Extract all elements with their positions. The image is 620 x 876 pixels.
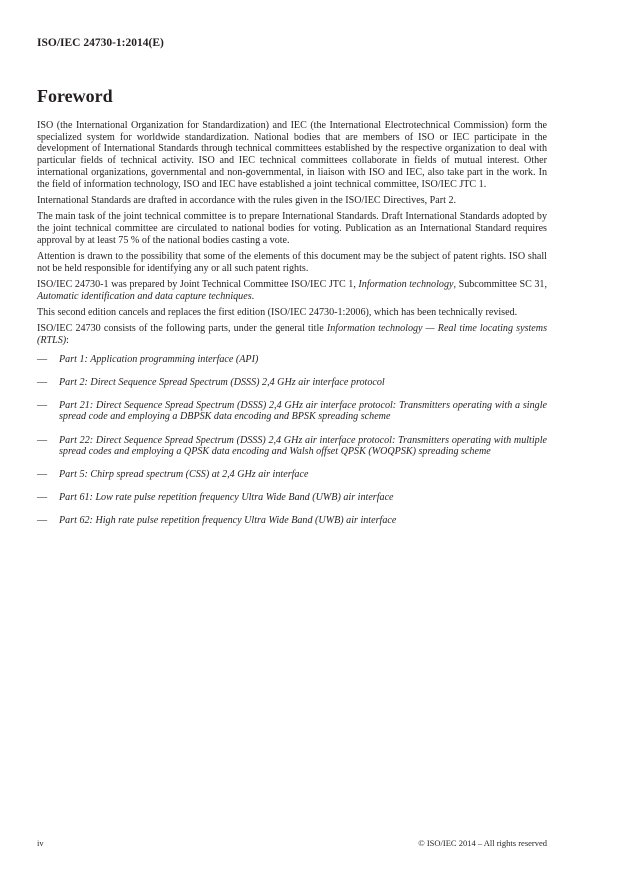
paragraph-main-task: The main task of the joint technical committee is to prepare International Standards. Draft International Standards adopted by the joint technical committee are circulated to national bodies for voting. Publication as an International Standard requires approval by at least 75 % of the national bodies casting a vote. — [37, 211, 547, 246]
text: . — [251, 290, 255, 302]
list-item — [37, 400, 547, 423]
part-title: Part 1: Application programming interface (API) — [59, 353, 259, 365]
list-item — [37, 492, 547, 504]
copyright: © ISO/IEC 2014 – All rights reserved — [418, 838, 547, 848]
paragraph-organizations: ISO (the International Organization for Standardization) and IEC (the International Electrotechnical Commission) form the specialized system for worldwide standardization. National bodies that are members of ISO or IEC participate in the development of International Standards through technical committees established by the respective organization to deal with particular fields of technical activity. ISO and IEC technical committees collaborate in fields of mutual interest. Other international organizations, governmental and non-governmental, in liaison with ISO and IEC, also take part in the work. In the field of information technology, ISO and IEC have established a joint technical committee, ISO/IEC JTC 1. — [37, 120, 547, 190]
paragraph-edition: This second edition cancels and replaces the first edition (ISO/IEC 24730-1:2006), which has been technically revised. — [37, 306, 518, 318]
list-item — [37, 469, 547, 481]
committee-title: Information technology — [358, 278, 454, 290]
list-item — [37, 515, 547, 527]
parts-list — [37, 354, 547, 528]
text: : — [66, 334, 69, 346]
part-title: Part 5: Chirp spread spectrum (CSS) at 2,4 GHz air interface — [59, 469, 309, 481]
dash-bullet: — — [37, 469, 48, 481]
paragraph-patent: Attention is drawn to the possibility that some of the elements of this document may be the subject of patent rights. ISO shall not be held responsible for identifying any or all such patent rights. — [37, 250, 547, 274]
page-number: iv — [37, 838, 44, 848]
part-title: Part 22: Direct Sequence Spread Spectrum (DSSS) 2,4 GHz air interface protocol: Transmitters operating with multiple spread codes and employing a QPSK data encoding and Walsh offset QPSK (WOQPSK) spreading scheme — [59, 434, 547, 458]
page-title: Foreword — [37, 86, 113, 106]
list-item — [37, 354, 547, 366]
list-item — [37, 435, 547, 458]
text: ISO/IEC 24730-1 was prepared by Joint Technical Committee ISO/IEC JTC 1, — [37, 278, 359, 290]
subcommittee-title: Automatic identification and data capture techniques — [37, 290, 252, 302]
general-title: Information technology — Real time locating systems (RTLS) — [37, 323, 547, 346]
list-item — [37, 377, 547, 389]
paragraph-prepared-by — [37, 279, 547, 302]
foreword-body — [37, 120, 547, 539]
dash-bullet: — — [37, 399, 48, 411]
part-title: Part 2: Direct Sequence Spread Spectrum (DSSS) 2,4 GHz air interface protocol — [59, 376, 385, 388]
part-title: Part 21: Direct Sequence Spread Spectrum (DSSS) 2,4 GHz air interface protocol: Transmitters operating with a single spread code and employing a DBPSK data encoding and BPSK spreading scheme — [59, 399, 547, 423]
text: ISO/IEC 24730 consists of the following parts, under the general title — [37, 323, 327, 335]
dash-bullet: — — [37, 353, 48, 365]
paragraph-parts-intro — [37, 323, 547, 346]
paragraph-directives: International Standards are drafted in accordance with the rules given in the ISO/IEC Directives, Part 2. — [37, 194, 457, 206]
document-id-header: ISO/IEC 24730-1:2014(E) — [37, 37, 164, 49]
dash-bullet: — — [37, 515, 48, 527]
part-title: Part 61: Low rate pulse repetition frequency Ultra Wide Band (UWB) air interface — [59, 492, 394, 504]
dash-bullet: — — [37, 492, 48, 504]
part-title: Part 62: High rate pulse repetition frequency Ultra Wide Band (UWB) air interface — [59, 515, 397, 527]
dash-bullet: — — [37, 434, 48, 446]
text: , Subcommittee SC 31, — [453, 278, 547, 290]
dash-bullet: — — [37, 376, 48, 388]
